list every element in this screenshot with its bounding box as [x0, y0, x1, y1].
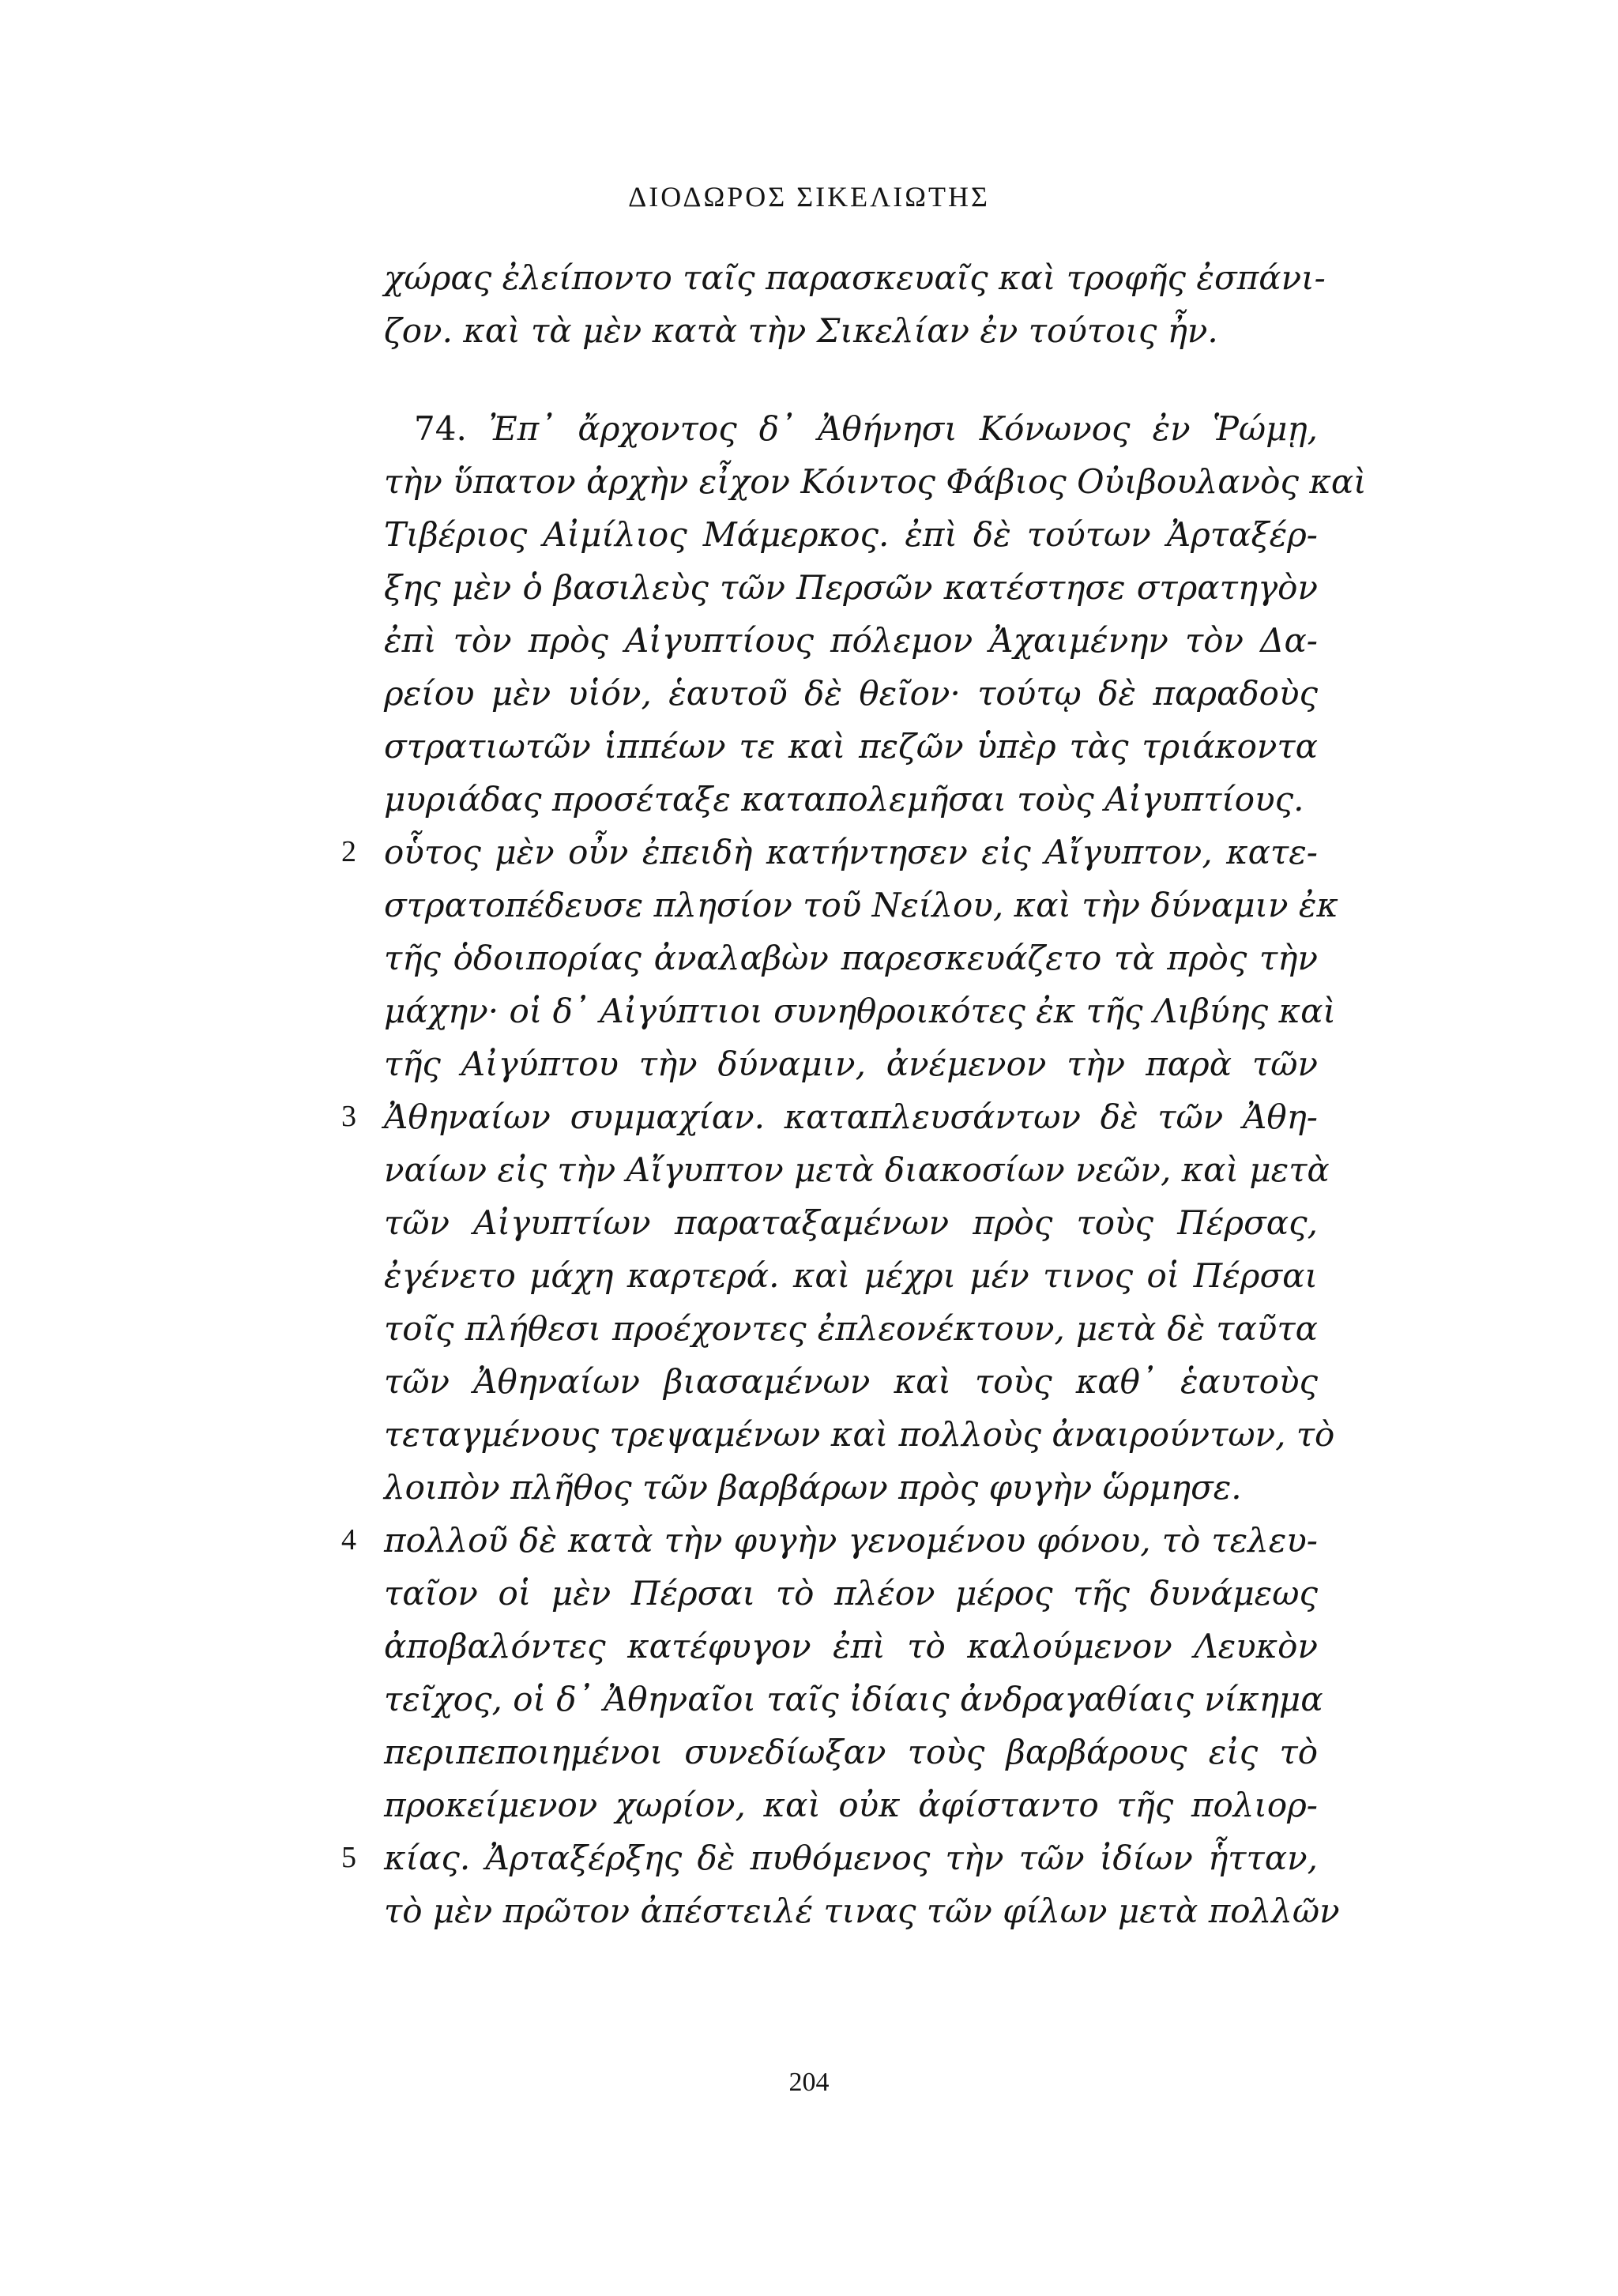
section-gap — [384, 357, 1318, 402]
text-line: ζον. καὶ τὰ μὲν κατὰ τὴν Σικελίαν ἐν τούτοις ἦν. — [384, 311, 1218, 350]
numbered-text-line — [341, 1090, 1318, 1143]
text-line: τοῖς πλήθεσι προέχοντες ἐπλεονέκτουν, μετὰ δὲ ταῦτα — [384, 1309, 1318, 1348]
chapter-number: 74. — [414, 409, 467, 448]
numbered-text-line — [341, 826, 1318, 879]
text-line-content: Ἐπ᾽ ἄρχοντος δ᾽ Ἀθήνησι Κόνωνος ἐν Ῥώμῃ, — [488, 409, 1318, 448]
text-line: τῆς ὁδοιπορίας ἀναλαβὼν παρεσκευάζετο τὰ πρὸς τὴν — [384, 939, 1318, 977]
text-line: τεταγμένους τρεψαμένων καὶ πολλοὺς ἀναιρούντων, τὸ — [384, 1415, 1335, 1454]
main-text — [341, 251, 1367, 1937]
text-line: μυριάδας προσέταξε καταπολεμῆσαι τοὺς Αἰγυπτίους. — [384, 780, 1304, 819]
text-line-content: οὗτος μὲν οὖν ἐπειδὴ κατήντησεν εἰς Αἴγυπτον, κατε- — [384, 833, 1318, 871]
text-line: στρατιωτῶν ἱππέων τε καὶ πεζῶν ὑπὲρ τὰς τριάκοντα — [384, 727, 1318, 766]
paragraph-number: 2 — [341, 835, 356, 868]
text-line-content: κίας. Ἀρταξέρξης δὲ πυθόμενος τὴν τῶν ἰδίων ἧτταν, — [384, 1839, 1318, 1877]
text-line-content: πολλοῦ δὲ κατὰ τὴν φυγὴν γενομένου φόνου, τὸ τελευ- — [384, 1521, 1318, 1560]
text-line: ξης μὲν ὁ βασιλεὺς τῶν Περσῶν κατέστησε στρατηγὸν — [384, 568, 1318, 607]
text-line: τῶν Ἀθηναίων βιασαμένων καὶ τοὺς καθ᾽ ἑαυτοὺς — [384, 1362, 1318, 1401]
text-line-content: Ἀθηναίων συμμαχίαν. καταπλευσάντων δὲ τῶν Ἀθη- — [384, 1097, 1318, 1136]
text-line: τῶν Αἰγυπτίων παραταξαμένων πρὸς τοὺς Πέρσας, — [384, 1203, 1318, 1242]
text-line: τὸ μὲν πρῶτον ἀπέστειλέ τινας τῶν φίλων μετὰ πολλῶν — [384, 1891, 1340, 1930]
text-line: περιπεποιημένοι συνεδίωξαν τοὺς βαρβάρους εἰς τὸ — [384, 1733, 1318, 1771]
page-number: 204 — [788, 2068, 830, 2097]
text-line: ἀποβαλόντες κατέφυγον ἐπὶ τὸ καλούμενον Λευκὸν — [384, 1627, 1318, 1666]
text-line: τεῖχος, οἱ δ᾽ Ἀθηναῖοι ταῖς ἰδίαις ἀνδραγαθίαις νίκημα — [384, 1680, 1323, 1718]
text-line: ἐγένετο μάχη καρτερά. καὶ μέχρι μέν τινος οἱ Πέρσαι — [384, 1256, 1318, 1295]
text-line: Τιβέριος Αἰμίλιος Μάμερκος. ἐπὶ δὲ τούτων Ἀρταξέρ- — [384, 515, 1318, 554]
text-line: χώρας ἐλείποντο ταῖς παρασκευαῖς καὶ τροφῆς ἐσπάνι- — [384, 258, 1326, 297]
paragraph-number: 4 — [341, 1523, 356, 1556]
text-line: τὴν ὕπατον ἀρχὴν εἶχον Κόιντος Φάβιος Οὐιβουλανὸς καὶ — [384, 462, 1367, 501]
numbered-text-line — [341, 1831, 1318, 1884]
text-line: προκείμενον χωρίον, καὶ οὐκ ἀφίσταντο τῆς πολιορ- — [384, 1786, 1318, 1824]
text-line: ρείου μὲν υἱόν, ἑαυτοῦ δὲ θεῖον· τούτῳ δὲ παραδοὺς — [384, 674, 1318, 713]
running-head: ΔΙΟΔΩΡΟΣ ΣΙΚΕΛΙΩΤΗΣ — [628, 181, 990, 213]
paragraph-number: 5 — [341, 1841, 356, 1874]
text-line: ναίων εἰς τὴν Αἴγυπτον μετὰ διακοσίων νεῶν, καὶ μετὰ — [384, 1150, 1330, 1189]
text-line: στρατοπέδευσε πλησίον τοῦ Νείλου, καὶ τὴν δύναμιν ἐκ — [384, 886, 1338, 924]
text-line: ταῖον οἱ μὲν Πέρσαι τὸ πλέον μέρος τῆς δυνάμεως — [384, 1574, 1318, 1613]
text-line: τῆς Αἰγύπτου τὴν δύναμιν, ἀνέμενον τὴν παρὰ τῶν — [384, 1044, 1318, 1083]
text-line: ἐπὶ τὸν πρὸς Αἰγυπτίους πόλεμον Ἀχαιμένην τὸν Δα- — [384, 621, 1318, 660]
paragraph-number: 3 — [341, 1100, 356, 1133]
text-line: μάχην· οἱ δ᾽ Αἰγύπτιοι συνηθροικότες ἐκ τῆς Λιβύης καὶ — [384, 992, 1336, 1030]
text-line: λοιπὸν πλῆθος τῶν βαρβάρων πρὸς φυγὴν ὥρμησε. — [384, 1468, 1242, 1507]
chapter-opening-line — [384, 402, 1318, 455]
numbered-text-line — [341, 1514, 1318, 1567]
